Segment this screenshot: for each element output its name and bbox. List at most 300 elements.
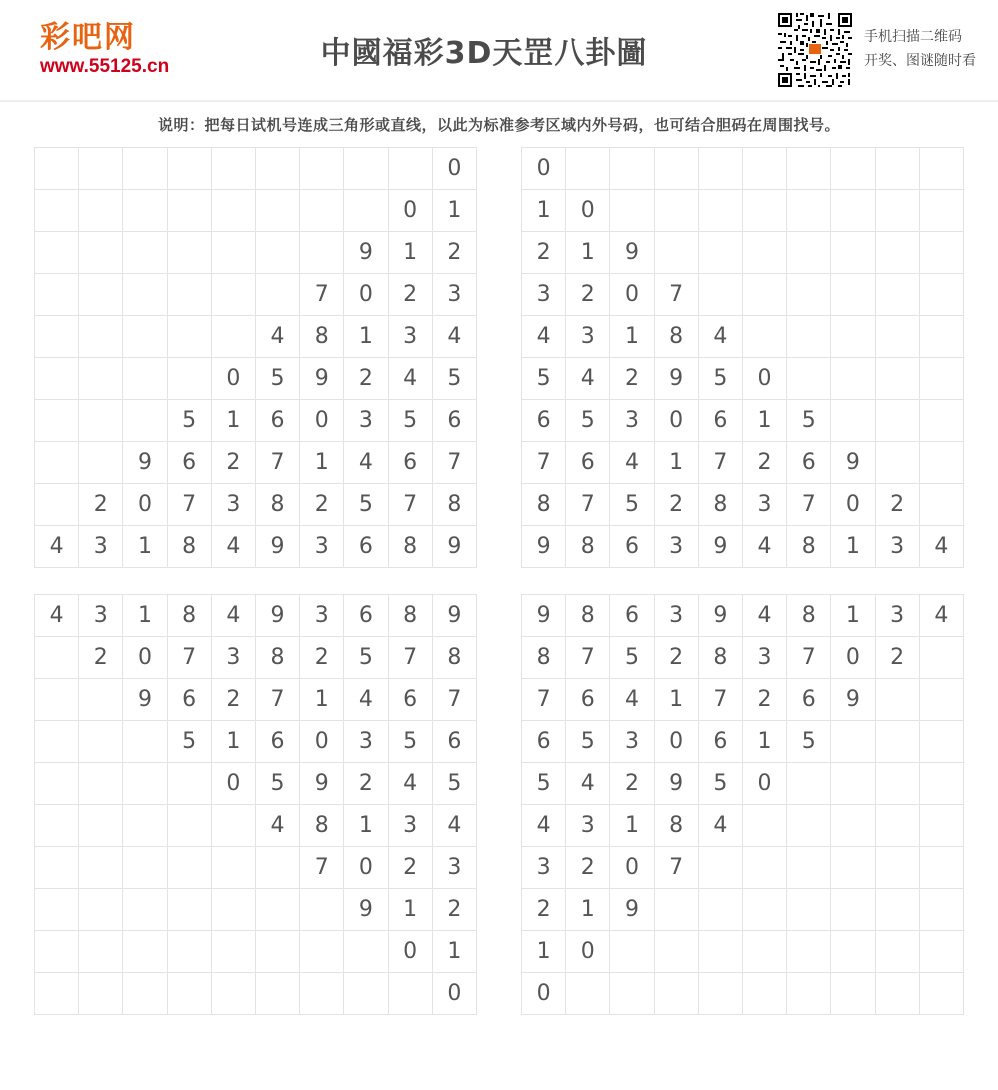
grid-cell: 4: [211, 595, 255, 637]
grid-cell: [79, 805, 123, 847]
grid-top-left: [34, 147, 477, 568]
grid-cell: [831, 316, 875, 358]
grid-cell: [875, 805, 919, 847]
grid-cell: 9: [432, 595, 476, 637]
grid-cell: 6: [432, 400, 476, 442]
grid-cell: 4: [522, 805, 566, 847]
grid-cell: [255, 148, 299, 190]
grid-cell: [167, 847, 211, 889]
grid-cell: [35, 973, 79, 1015]
grid-cell: 3: [79, 526, 123, 568]
grid-row: [35, 442, 477, 484]
grid-cell: 3: [388, 316, 432, 358]
grid-cell: 9: [831, 679, 875, 721]
grid-cell: [831, 721, 875, 763]
grid-cell: [79, 889, 123, 931]
grid-cell: 7: [388, 484, 432, 526]
grid-cell: 4: [388, 358, 432, 400]
grid-cell: 2: [211, 442, 255, 484]
grid-row: [522, 400, 964, 442]
grid-cell: 4: [35, 526, 79, 568]
grid-cell: [831, 232, 875, 274]
grid-cell: 2: [875, 484, 919, 526]
grid-cell: [211, 931, 255, 973]
grid-cell: [123, 274, 167, 316]
grid-cell: 9: [255, 526, 299, 568]
grid-cell: [79, 400, 123, 442]
grid-cell: 3: [300, 526, 344, 568]
grid-cell: [211, 889, 255, 931]
grid-cell: 7: [787, 484, 831, 526]
grid-cell: 7: [255, 679, 299, 721]
grid-cell: [875, 973, 919, 1015]
grid-cell: [123, 805, 167, 847]
grid-cell: 4: [432, 316, 476, 358]
grid-cell: 0: [831, 637, 875, 679]
grid-cell: 8: [167, 595, 211, 637]
grid-row: [522, 526, 964, 568]
grid-cell: 4: [698, 316, 742, 358]
grid-cell: [79, 721, 123, 763]
grid-cell: [35, 190, 79, 232]
grid-cell: 7: [698, 442, 742, 484]
grid-cell: [123, 763, 167, 805]
grid-cell: [654, 889, 698, 931]
grid-cell: 8: [787, 526, 831, 568]
grid-cell: [300, 232, 344, 274]
grid-cell: 5: [167, 721, 211, 763]
grid-cell: 6: [610, 595, 654, 637]
grid-cell: [919, 637, 963, 679]
brand-url[interactable]: www.55125.cn: [40, 55, 170, 77]
grid-cell: 2: [344, 763, 388, 805]
grid-cell: 1: [211, 721, 255, 763]
grid-cell: 6: [167, 679, 211, 721]
grid-cell: 9: [522, 595, 566, 637]
grid-cell: 7: [388, 637, 432, 679]
grid-cell: [831, 358, 875, 400]
grid-cell: 4: [255, 316, 299, 358]
grid-cell: 7: [787, 637, 831, 679]
grid-cell: 4: [698, 805, 742, 847]
grid-cell: 3: [79, 595, 123, 637]
grid-cell: [698, 190, 742, 232]
grid-cell: [831, 973, 875, 1015]
grid-cell: 2: [388, 274, 432, 316]
grid-cell: [610, 190, 654, 232]
grid-cell: [123, 889, 167, 931]
grid-cell: [79, 847, 123, 889]
grid-cell: [79, 148, 123, 190]
grid-cell: [211, 805, 255, 847]
grid-cell: [167, 973, 211, 1015]
grid-bottom-left: [34, 594, 477, 1015]
grid-cell: [919, 190, 963, 232]
grid-cell: [255, 274, 299, 316]
grid-cell: 2: [566, 274, 610, 316]
grid-cell: [831, 847, 875, 889]
grid-cell: 3: [654, 595, 698, 637]
grid-cell: [919, 973, 963, 1015]
grid-cell: [300, 931, 344, 973]
grid-cell: [919, 889, 963, 931]
grid-cell: 2: [211, 679, 255, 721]
grid-cell: [211, 190, 255, 232]
grid-row: [522, 595, 964, 637]
grid-cell: [742, 190, 786, 232]
grid-cell: 3: [344, 721, 388, 763]
grid-cell: [79, 274, 123, 316]
grid-cell: [919, 232, 963, 274]
grid-cell: 4: [919, 526, 963, 568]
grid-cell: 5: [698, 763, 742, 805]
grid-cell: [211, 274, 255, 316]
grid-cell: 0: [654, 721, 698, 763]
grid-cell: [742, 274, 786, 316]
grid-cell: 1: [522, 931, 566, 973]
grid-row: [35, 484, 477, 526]
grid-cell: [211, 847, 255, 889]
grid-cell: 2: [522, 889, 566, 931]
grid-row: [35, 847, 477, 889]
grid-cell: [698, 232, 742, 274]
grid-cell: [919, 931, 963, 973]
qr-caption-line2: 开奖、图谜随时看: [864, 53, 976, 69]
grid-cell: [919, 316, 963, 358]
grid-cell: 9: [300, 358, 344, 400]
grid-cell: 8: [522, 637, 566, 679]
grid-cell: [919, 148, 963, 190]
grid-cell: [875, 190, 919, 232]
grid-cell: 3: [211, 637, 255, 679]
grid-cell: 8: [167, 526, 211, 568]
grid-cell: 7: [566, 637, 610, 679]
grid-cell: 2: [875, 637, 919, 679]
grid-cell: [35, 679, 79, 721]
grid-cell: [211, 232, 255, 274]
grid-cell: 5: [344, 637, 388, 679]
grid-cell: 0: [344, 274, 388, 316]
grid-cell: 5: [255, 358, 299, 400]
grid-cell: [787, 931, 831, 973]
grid-cell: 4: [742, 595, 786, 637]
grid-cell: [742, 931, 786, 973]
grid-cell: [167, 763, 211, 805]
grid-row: [522, 358, 964, 400]
page-title-wrap: [220, 28, 778, 72]
grid-cell: 3: [875, 526, 919, 568]
grid-cell: 5: [566, 400, 610, 442]
grid-cell: [787, 190, 831, 232]
grid-cell: 7: [300, 847, 344, 889]
grid-cell: 0: [522, 148, 566, 190]
grid-row: [522, 316, 964, 358]
panel-spacer: [34, 568, 964, 594]
grid-cell: 1: [610, 316, 654, 358]
grid-cell: [255, 931, 299, 973]
qr-caption: [864, 26, 976, 74]
grid-cell: 0: [831, 484, 875, 526]
grid-cell: 4: [566, 358, 610, 400]
grid-cell: 5: [610, 484, 654, 526]
grid-cell: 1: [610, 805, 654, 847]
grid-cell: [211, 973, 255, 1015]
grid-cell: 0: [654, 400, 698, 442]
grid-cell: 3: [522, 274, 566, 316]
grid-cell: [698, 931, 742, 973]
grid-cell: [787, 148, 831, 190]
grid-cell: 2: [654, 637, 698, 679]
grid-cell: [787, 358, 831, 400]
grid-cell: 8: [698, 637, 742, 679]
grid-cell: [79, 679, 123, 721]
grid-cell: [919, 805, 963, 847]
grid-cell: [79, 973, 123, 1015]
grid-row: [35, 316, 477, 358]
grid-cell: 1: [831, 526, 875, 568]
grid-cell: 0: [610, 274, 654, 316]
grid-cell: 4: [566, 763, 610, 805]
grid-cell: [123, 190, 167, 232]
grid-cell: [919, 358, 963, 400]
grid-cell: [654, 973, 698, 1015]
grid-cell: [919, 484, 963, 526]
grid-cell: 5: [698, 358, 742, 400]
grid-row: [522, 721, 964, 763]
grid-cell: 3: [566, 805, 610, 847]
grid-cell: [211, 148, 255, 190]
grid-cell: 5: [522, 763, 566, 805]
grid-cell: 1: [566, 232, 610, 274]
grid-cell: 3: [654, 526, 698, 568]
grid-cell: 0: [742, 358, 786, 400]
grid-cell: [300, 190, 344, 232]
grid-cell: 1: [566, 889, 610, 931]
grid-cell: [831, 763, 875, 805]
grid-cell: 4: [255, 805, 299, 847]
grid-cell: 9: [255, 595, 299, 637]
grid-row: [522, 931, 964, 973]
grid-cell: 1: [344, 316, 388, 358]
grid-cell: 8: [654, 805, 698, 847]
grid-cell: 8: [787, 595, 831, 637]
grid-cell: 3: [610, 400, 654, 442]
grid-cell: 2: [566, 847, 610, 889]
grid-cell: [831, 274, 875, 316]
grid-cell: 9: [698, 526, 742, 568]
grid-cell: 9: [610, 232, 654, 274]
grid-cell: 7: [432, 442, 476, 484]
grid-cell: 5: [388, 721, 432, 763]
grid-cell: [35, 358, 79, 400]
grid-cell: [566, 148, 610, 190]
grid-cell: 2: [300, 637, 344, 679]
grid-cell: 6: [522, 721, 566, 763]
grid-row: [35, 763, 477, 805]
grid-cell: 6: [255, 721, 299, 763]
grid-cell: 2: [610, 358, 654, 400]
grid-cell: [35, 316, 79, 358]
grid-cell: 6: [344, 595, 388, 637]
grid-cell: [35, 763, 79, 805]
grid-cell: 9: [123, 442, 167, 484]
grid-cell: [875, 931, 919, 973]
grid-cell: 4: [610, 679, 654, 721]
grid-cell: [742, 973, 786, 1015]
grid-cell: [610, 931, 654, 973]
grid-row: [35, 973, 477, 1015]
grid-cell: [875, 148, 919, 190]
grid-cell: [787, 763, 831, 805]
grid-cell: 7: [654, 847, 698, 889]
grid-cell: 0: [432, 148, 476, 190]
grid-cell: 8: [388, 595, 432, 637]
grid-cell: [742, 316, 786, 358]
bagua-board: [0, 147, 998, 1015]
grid-cell: [255, 847, 299, 889]
grid-cell: 0: [742, 763, 786, 805]
grid-cell: 2: [610, 763, 654, 805]
grid-cell: [79, 316, 123, 358]
grid-cell: [388, 973, 432, 1015]
grid-cell: 0: [123, 637, 167, 679]
grid-cell: 9: [344, 232, 388, 274]
grid-cell: [787, 889, 831, 931]
grid-cell: 8: [300, 316, 344, 358]
grid-cell: 7: [522, 442, 566, 484]
grid-cell: 3: [742, 484, 786, 526]
grid-cell: 8: [255, 484, 299, 526]
grid-cell: [831, 148, 875, 190]
grid-cell: 6: [566, 442, 610, 484]
grid-cell: [79, 232, 123, 274]
grid-cell: 9: [123, 679, 167, 721]
grid-cell: [654, 190, 698, 232]
grid-cell: 0: [566, 931, 610, 973]
grid-cell: 9: [698, 595, 742, 637]
grid-cell: 1: [742, 721, 786, 763]
grid-cell: 7: [255, 442, 299, 484]
grid-cell: [79, 358, 123, 400]
grid-cell: 4: [344, 442, 388, 484]
grid-cell: 1: [388, 889, 432, 931]
grid-cell: [300, 148, 344, 190]
grid-cell: 6: [787, 442, 831, 484]
grid-cell: [167, 232, 211, 274]
grid-cell: 7: [654, 274, 698, 316]
grid-cell: 3: [432, 847, 476, 889]
grid-cell: [875, 316, 919, 358]
grid-cell: [654, 148, 698, 190]
grid-cell: 6: [388, 679, 432, 721]
grid-cell: [255, 889, 299, 931]
grid-cell: [831, 400, 875, 442]
grid-row: [35, 595, 477, 637]
grid-cell: [875, 442, 919, 484]
grid-cell: 3: [742, 637, 786, 679]
site-branding: [0, 22, 220, 78]
grid-cell: [875, 679, 919, 721]
grid-cell: 1: [742, 400, 786, 442]
grid-cell: 6: [388, 442, 432, 484]
grid-cell: 8: [566, 595, 610, 637]
grid-cell: [35, 847, 79, 889]
grid-cell: 6: [610, 526, 654, 568]
grid-cell: 3: [432, 274, 476, 316]
grid-row: [35, 148, 477, 190]
grid-cell: [698, 274, 742, 316]
grid-row: [522, 679, 964, 721]
grid-cell: 6: [566, 679, 610, 721]
grid-cell: [35, 721, 79, 763]
grid-cell: [344, 148, 388, 190]
grid-cell: [742, 805, 786, 847]
grid-cell: [919, 400, 963, 442]
grid-cell: 4: [522, 316, 566, 358]
grid-cell: 4: [432, 805, 476, 847]
grid-cell: 4: [919, 595, 963, 637]
grid-cell: [787, 847, 831, 889]
grid-cell: [919, 721, 963, 763]
grid-cell: 7: [698, 679, 742, 721]
grid-cell: [787, 232, 831, 274]
grid-cell: 2: [522, 232, 566, 274]
grid-cell: 3: [344, 400, 388, 442]
grid-cell: 9: [300, 763, 344, 805]
grid-cell: 1: [344, 805, 388, 847]
page-header: [0, 0, 998, 100]
grid-cell: [344, 973, 388, 1015]
grid-cell: [919, 763, 963, 805]
grid-cell: [35, 931, 79, 973]
grid-cell: 4: [388, 763, 432, 805]
grid-cell: [787, 274, 831, 316]
grid-cell: [167, 148, 211, 190]
grid-cell: 0: [388, 190, 432, 232]
grid-cell: 3: [875, 595, 919, 637]
grid-cell: 4: [742, 526, 786, 568]
grid-cell: [123, 232, 167, 274]
grid-cell: 6: [255, 400, 299, 442]
grid-cell: [919, 442, 963, 484]
grid-row: [522, 484, 964, 526]
grid-cell: 3: [610, 721, 654, 763]
grid-row: [35, 889, 477, 931]
grid-cell: 7: [432, 679, 476, 721]
grid-row: [522, 637, 964, 679]
grid-cell: 1: [522, 190, 566, 232]
grid-row: [522, 232, 964, 274]
grid-cell: [388, 148, 432, 190]
instruction-note: 说明：把每日试机号连成三角形或直线，以此为标准参考区域内外号码，也可结合胆码在周围找号。: [157, 116, 840, 134]
grid-cell: 1: [123, 595, 167, 637]
grid-cell: 2: [300, 484, 344, 526]
grid-cell: [35, 148, 79, 190]
grid-cell: [698, 973, 742, 1015]
grid-cell: [79, 763, 123, 805]
grid-row: [522, 847, 964, 889]
grid-cell: [875, 274, 919, 316]
grid-cell: [742, 889, 786, 931]
grid-cell: 2: [432, 889, 476, 931]
grid-cell: [831, 190, 875, 232]
grid-cell: [831, 805, 875, 847]
grid-cell: 1: [211, 400, 255, 442]
page-title: 中國福彩3D天罡八卦圖: [320, 36, 648, 71]
grid-cell: 2: [388, 847, 432, 889]
grid-row: [35, 931, 477, 973]
top-panel-row: [34, 147, 964, 568]
